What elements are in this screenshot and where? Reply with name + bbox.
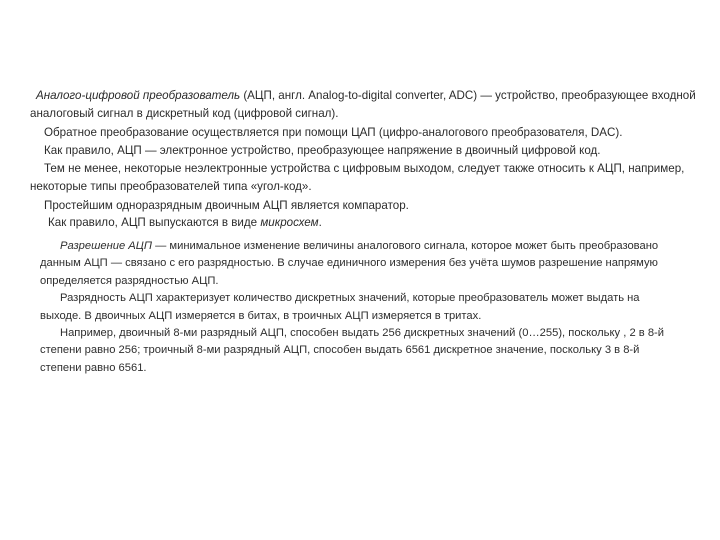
example-paragraph: Например, двоичный 8-ми разрядный АЦП, способен выдать 256 дискретных значений (0…255), поскольку , 2 в 8-й степени равно 256; троичный 8-ми разрядный АЦП, способен выдать 6561 дискретное значение, поскольку 3 в 8-й степени равно 6561. bbox=[40, 327, 665, 374]
microchip-paragraph bbox=[48, 214, 322, 232]
microchip-end: . bbox=[318, 216, 322, 229]
microchip-term: микросхем bbox=[260, 216, 319, 229]
dac-paragraph: Обратное преобразование осуществляется при помощи ЦАП (цифро-аналогового преобразователя, DAC). bbox=[44, 125, 623, 139]
adc-definition-paragraph bbox=[30, 87, 698, 124]
electronic-device-paragraph: Как правило, АЦП — электронное устройство, преобразующее напряжение в двоичный цифровой код. bbox=[44, 143, 601, 157]
resolution-text: — минимальное изменение величины аналогового сигнала, которое может быть преобразовано данным АЦП — связано с его разрядностью. В случае единичного измерения без учёта шумов разрешение напрямую определяется разрядностью АЦП. bbox=[40, 240, 659, 287]
resolution-text-block bbox=[40, 238, 680, 377]
comparator-paragraph: Простейшим одноразрядным двоичным АЦП является компаратор. bbox=[44, 198, 409, 212]
non-electronic-paragraph: Тем не менее, некоторые неэлектронные устройства с цифровым выходом, следует также относить к АЦП, например, некоторые типы преобразователей типа «угол-код». bbox=[30, 162, 685, 194]
adc-definition-text: (АЦП, англ. Analog-to-digital converter, ADC) — устройство, преобразующее входной аналоговый сигнал в дискретный код (цифровой сигнал). bbox=[30, 89, 696, 121]
bit-depth-paragraph: Разрядность АЦП характеризует количество дискретных значений, которые преобразователь может выдать на выходе. В двоичных АЦП измеряется в битах, в троичных АЦП измеряется в тритах. bbox=[40, 292, 640, 322]
adc-term: Аналого-цифровой преобразователь bbox=[36, 89, 241, 102]
intro-text-block bbox=[30, 87, 698, 215]
resolution-paragraph bbox=[40, 238, 680, 290]
microchip-text: Как правило, АЦП выпускаются в виде bbox=[48, 216, 261, 229]
resolution-term: Разрешение АЦП bbox=[60, 240, 153, 252]
